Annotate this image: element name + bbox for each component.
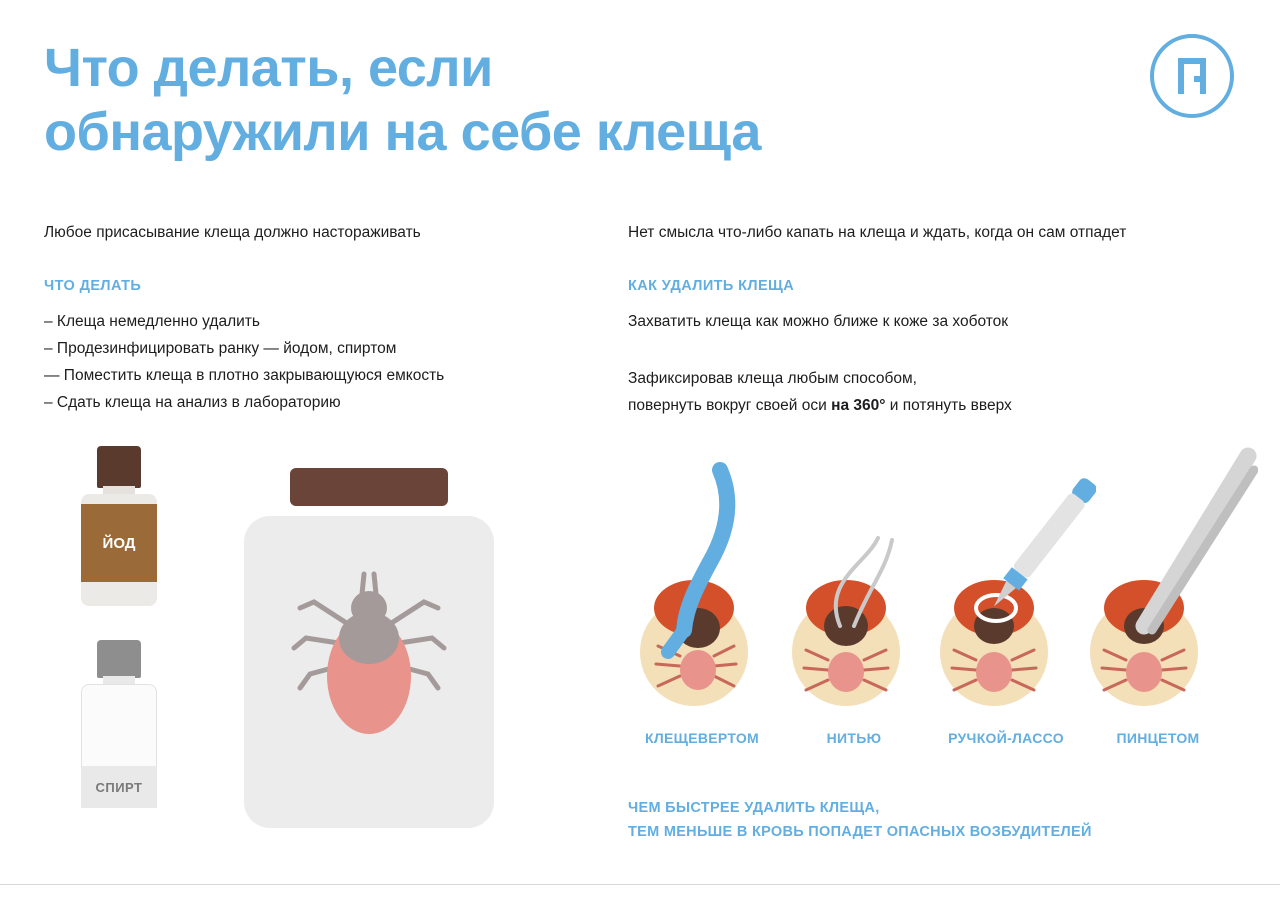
bottom-divider (0, 884, 1280, 885)
rotate-line2-post: и потянуть вверх (885, 397, 1012, 414)
lasso-pen-tool-icon (926, 430, 1096, 730)
page-title-line1: Что делать, если (44, 38, 493, 98)
gg-monogram-logo (1150, 34, 1234, 118)
footnote-line2: ТЕМ МЕНЬШЕ В КРОВЬ ПОПАДЕТ ОПАСНЫХ ВОЗБУДИТЕЛЕЙ (628, 824, 1092, 840)
jar-with-tick-icon (244, 468, 494, 828)
jar-lid (290, 468, 448, 506)
method-caption: НИТЬЮ (826, 730, 882, 746)
spirit-bottle-label (81, 766, 157, 808)
rotate-tick-text (628, 365, 1248, 419)
tweezers-tool-icon (1078, 430, 1258, 730)
spirit-label-text: СПИРТ (95, 779, 143, 795)
rotate-line1: Зафиксировав клеща любым способом, (628, 370, 917, 387)
iodine-label-text: ЙОД (102, 534, 136, 552)
page-title (44, 36, 1054, 164)
left-column (44, 222, 604, 416)
grab-tick-text: Захватить клеща как можно ближе к коже за хоботок (628, 313, 1009, 330)
iodine-bottle-label (81, 504, 157, 582)
jar-body (244, 516, 494, 828)
page-title-line2: обнаружили на себе клеща (44, 102, 761, 162)
left-illustration (44, 432, 604, 852)
footnote (628, 796, 1248, 844)
tick-illustration (244, 516, 494, 828)
footnote-line1: ЧЕМ БЫСТРЕЕ УДАЛИТЬ КЛЕЩА, (628, 800, 880, 816)
method-thread (774, 430, 934, 750)
right-column (628, 222, 1248, 419)
spirit-bottle-icon (81, 640, 157, 814)
left-subhead: ЧТО ДЕЛАТЬ (44, 278, 142, 294)
right-lead-text: Нет смысла что-либо капать на клеща и ждать, когда он сам отпадет (628, 224, 1127, 241)
left-lead-text: Любое присасывание клеща должно настораживать (44, 224, 421, 241)
what-to-do-list (44, 308, 604, 416)
list-item: – Сдать клеща на анализ в лабораторию (44, 394, 341, 411)
right-subhead: КАК УДАЛИТЬ КЛЕЩА (628, 278, 795, 294)
thread-loop-tool-icon (774, 430, 934, 730)
iodine-bottle-icon (81, 446, 157, 606)
rotate-line2-pre: повернуть вокруг своей оси (628, 397, 832, 414)
method-caption: РУЧКОЙ-ЛАССО (948, 730, 1064, 746)
spirit-bottle-cap (97, 640, 141, 678)
tick-twister-tool-icon (622, 430, 782, 730)
list-item: — Поместить клеща в плотно закрывающуюся емкость (44, 367, 445, 384)
iodine-bottle-cap (97, 446, 141, 488)
method-lasso-pen (926, 430, 1086, 750)
method-tweezers (1078, 430, 1238, 750)
method-caption: ПИНЦЕТОМ (1116, 730, 1200, 746)
rotate-degrees: на 360° (831, 397, 886, 414)
list-item: – Клеща немедленно удалить (44, 313, 260, 330)
removal-methods (622, 430, 1262, 750)
method-caption: КЛЕЩЕВЕРТОМ (645, 730, 759, 746)
method-tick-twister (622, 430, 782, 750)
list-item: – Продезинфицировать ранку — йодом, спиртом (44, 340, 397, 357)
